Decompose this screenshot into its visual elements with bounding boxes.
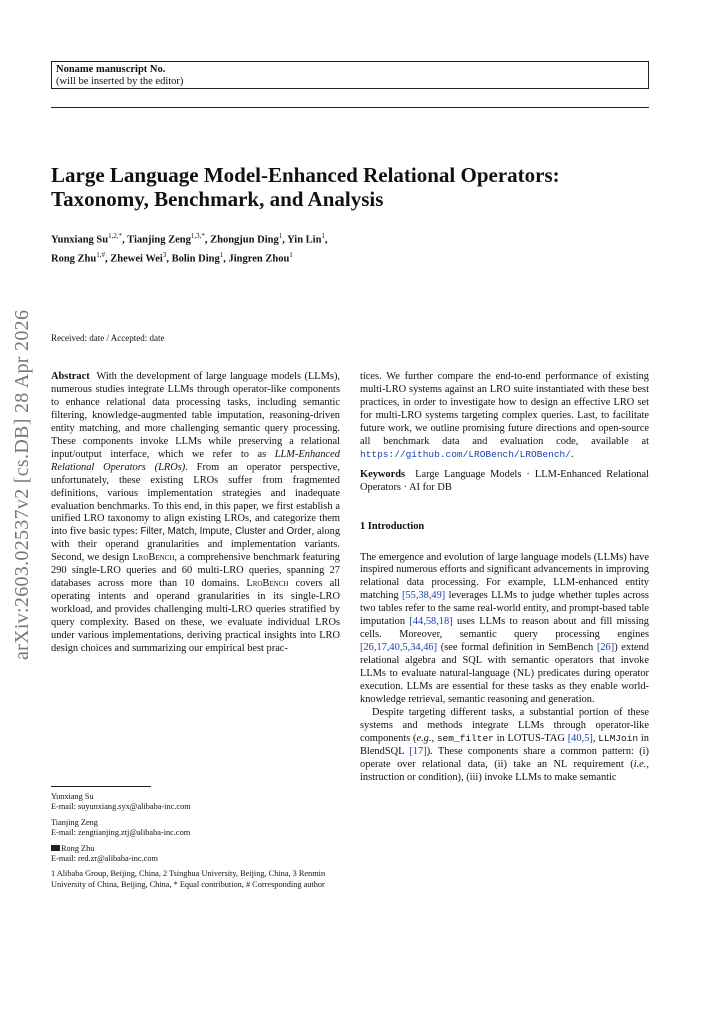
footnote-name: Yunxiang Su (51, 792, 94, 801)
intro-text: instruction or condition), (iii) invoke LLMs to make semantic (360, 771, 617, 783)
type-filter: Filter (140, 526, 163, 538)
abstract-text: . From an operator perspective, unfortunately, these existing LROs suffer from fragmented definitions, various implementation strategies and inadequate evaluation benchmarks. To this end, in this paper, we first establish a unified LRO taxonomy to align existing LROs, and categorize them into five basic types: (51, 461, 340, 538)
title-line-2: Taxonomy, Benchmark, and Analysis (51, 187, 384, 211)
abstract-text: , along with their operand granularities and implementation variants. Second, we design (51, 526, 341, 564)
citation-link[interactable]: [26,17,40,5,34,46] (360, 642, 438, 654)
citation-link[interactable]: [55,38,49] (401, 590, 446, 602)
author-footnotes (51, 792, 340, 895)
abstract-continuation: tices. We further compare the end-to-end performance of existing multi-LRO systems against an LRO suite instantiated with these best practices, in order to investigate how to design an effective LRO set for multi-LRO systems targeting complex queries. Last, to facilitate future work, we outline promising future directions and open-source all benchmark data and evaluation code, available at https://github.com/LROBench/LROBench/. (360, 371, 649, 460)
lro-definition: LLM-Enhanced Relational Operators (LROs) (51, 448, 340, 473)
intro-text: uses LLMs to reason about and fill missing cells. Moreover, semantic query processing engines (360, 616, 649, 641)
intro-text: The emergence and evolution of large language models (LLMs) have inspired numerous efforts and significant advancements in improving relational data processing. For example, LLM-enhanced entity matching (360, 551, 649, 602)
footnote-name: Rong Zhu (61, 843, 95, 853)
intro-text: leverages LLMs to judge whether tuples across two tables refer to the same real-world entity, and prompt-based table imputation (360, 590, 649, 628)
footnote-author-1 (51, 792, 340, 813)
author-affil: 1,# (96, 250, 105, 259)
author: Tianjing Zeng (127, 234, 191, 246)
received-date: Received: date / Accepted: date (51, 333, 165, 343)
footnote-email: E-mail: suyunxiang.syx@alibaba-inc.com (51, 802, 191, 812)
author: Yunxiang Su (51, 234, 109, 246)
intro-text: in BlendSQL (360, 732, 649, 757)
author: Zhongjun Ding (210, 234, 279, 246)
author-affil: 1,3,* (190, 232, 205, 240)
citation-link[interactable]: [17] (409, 745, 427, 757)
keywords-text: Large Language Models · LLM-Enhanced Relational Operators · AI for DB (360, 468, 649, 493)
intro-text: ). These components share a common pattern: (i) operate over relational data, (ii) take an NL requirement ( (360, 745, 650, 770)
intro-paragraph-1 (360, 552, 649, 707)
footnote-name: Tianjing Zeng (51, 817, 98, 827)
header-rule (51, 107, 649, 108)
code-term: LLMJoin (598, 732, 639, 744)
abstract-text: covers all operating intents and operand granularities in its single-LRO workload, and provides challenging multi-LRO queries stratified by query complexity. Based on these, we evaluate individual LROs under various implementations, deriving practical insights into LRO design choices and summarizing our empirical best prac- (51, 578, 340, 655)
code-term: sem_filter (436, 732, 494, 744)
paper-title (51, 163, 671, 211)
author-affil: 1 (289, 250, 293, 259)
author: Zhewei Wei (110, 253, 163, 264)
author-affil: 3 (162, 250, 167, 259)
intro-text: Despite targeting different tasks, a substantial portion of these systems and methods integrate LLMs through operator-like components ( (360, 706, 649, 744)
abstract-text: , a comprehensive benchmark featuring 290 single-LRO queries and 60 multi-LRO queries, spanning 27 databases across more than 10 domains. (51, 552, 340, 590)
type-order: Order (286, 526, 312, 538)
abstract-text: tices. We further compare the end-to-end performance of existing multi-LRO systems against an LRO suite instantiated with these best practices, in order to investigate how to design an effective LRO set for multi-LRO systems targeting complex queries. Last, to facilitate future work, we outline promising future directions and open-source all benchmark data and evaluation code, available at (360, 371, 649, 447)
author-affil: 1,2,* (108, 232, 123, 240)
editor-note: (will be inserted by the editor) (56, 76, 184, 87)
title-line-1: Large Language Model-Enhanced Relational Operators: (51, 163, 560, 187)
intro-text: i.e. (633, 758, 647, 770)
abstract-label: Abstract (51, 371, 90, 382)
author-affil: 1 (219, 250, 224, 259)
keywords-label: Keywords (360, 468, 406, 480)
intro-text: in LOTUS-TAG (496, 732, 565, 744)
author: Yin Lin (287, 234, 322, 246)
author-list: Yunxiang $Su^{1,2,*}$, Tianjing Zeng$^{1,3,*}$, Zhongjun Ding$^1$, Yin Lin$^1$, Rong Zhu$^{1,\#}$, Zhewei Wei$^3$, Bolin Ding$^1$, Jingren Zhou$^1$ (51, 232, 328, 264)
abstract-paragraph: Abstract With the development of large language models (LLMs), numerous studies integrate LLMs through operator-like components to enhance relational data processing tasks, including semantic filtering, knowledge-augmented table imputation, reasoning-driven entity matching, and more challenging semantic query processing. These components invoke LLMs while preserving a relational input/output interface, which we refer to as LLM-Enhanced Relational Operators (LROs). From an operator perspective, unfortunately, these existing LROs suffer from fragmented definitions, various implementation strategies and inadequate evaluation benchmarks. To this end, in this paper, we first establish a unified LRO taxonomy to align existing LROs, and categorize them into five basic types: Filter, Match, Impute, Cluster and Order, along with their operand granularities and implementation variants. Second, we design LroBench, a comprehensive benchmark featuring 290 single-LRO queries and 60 multi-LRO queries, spanning 27 databases across more than 10 domains. LroBench covers all operating intents and operand granularities in its single-LRO workload, and provides challenging multi-LRO queries stratified by query complexity. Based on these, we evaluate individual LROs under various implementations, deriving practical insights into LRO design choices and summarizing our empirical best prac- (51, 371, 341, 655)
keywords (360, 469, 649, 495)
citation-link[interactable]: [44,58,18] (409, 616, 453, 628)
author-affil: 1 (278, 232, 283, 240)
benchmark-name: LroBench (132, 552, 175, 564)
intro-paragraph-2: Despite targeting different tasks, a substantial portion of these systems and methods integrate LLMs through operator-like components (e.g., sem_filter in LOTUS-TAG [40,5], LLMJoin in BlendSQL [17]). These components share a common pattern: (i) operate over relational data, (ii) take an NL requirement (i.e., instruction or condition), (iii) invoke LLMs to make semantic (360, 706, 650, 783)
type-match: Match (167, 526, 195, 538)
author: Bolin Ding (171, 253, 220, 264)
right-column (360, 371, 649, 785)
arxiv-stamp: arXiv:2603.02537v2 [cs.DB] 28 Apr 2026 (11, 309, 33, 660)
section-heading: 1 Introduction (360, 520, 425, 532)
manuscript-header-box (51, 61, 649, 89)
intro-text: ) extend relational algebra and SQL with semantic operators that invoke LLMs to evaluate natural-language (NL) predicates during operator execution. LLMs are essential for these tasks as they enable world-knowledge retrieval, semantic reasoning and generation. (360, 642, 649, 706)
author: Rong Zhu (51, 253, 97, 264)
footnote-author-2 (51, 818, 340, 839)
abstract-text: With the development of large language models (LLMs), numerous studies integrate LLMs through operator-like components to enhance relational data processing tasks, including semantic filtering, knowledge-augmented table imputation, reasoning-driven entity matching, and more challenging semantic query processing. These components invoke LLMs while preserving a relational input/output interface, which we refer to as (51, 371, 340, 460)
github-link[interactable]: https://github.com/LROBench/LROBench/ (360, 448, 571, 460)
citation-link[interactable]: [40,5] (567, 732, 593, 744)
footnote-affiliations: 1 Alibaba Group, Beijing, China, 2 Tsinghua University, Beijing, China, 3 Renmin University of China, Beijing, China, * Equal contribution, # Corresponding author (51, 869, 326, 889)
author: Jingren Zhou (228, 253, 290, 264)
abstract-left-column (51, 371, 340, 656)
citation-link[interactable]: [26] (596, 642, 615, 654)
footnote-email: E-mail: red.zr@alibaba-inc.com (51, 854, 158, 864)
manuscript-number: Noname manuscript No. (56, 64, 166, 75)
footnote-email: E-mail: zengtianjing.ztj@alibaba-inc.com (51, 828, 191, 838)
type-cluster: Cluster (234, 526, 267, 538)
footnote-author-3 (51, 844, 340, 865)
footnote-rule (51, 786, 151, 787)
intro-text: (see formal definition in SemBench (440, 642, 594, 654)
benchmark-name: LroBench (246, 578, 289, 590)
envelope-icon (51, 845, 60, 851)
author-affil: 1 (321, 232, 325, 240)
intro-text: e.g. (416, 732, 432, 744)
type-impute: Impute (199, 526, 230, 538)
